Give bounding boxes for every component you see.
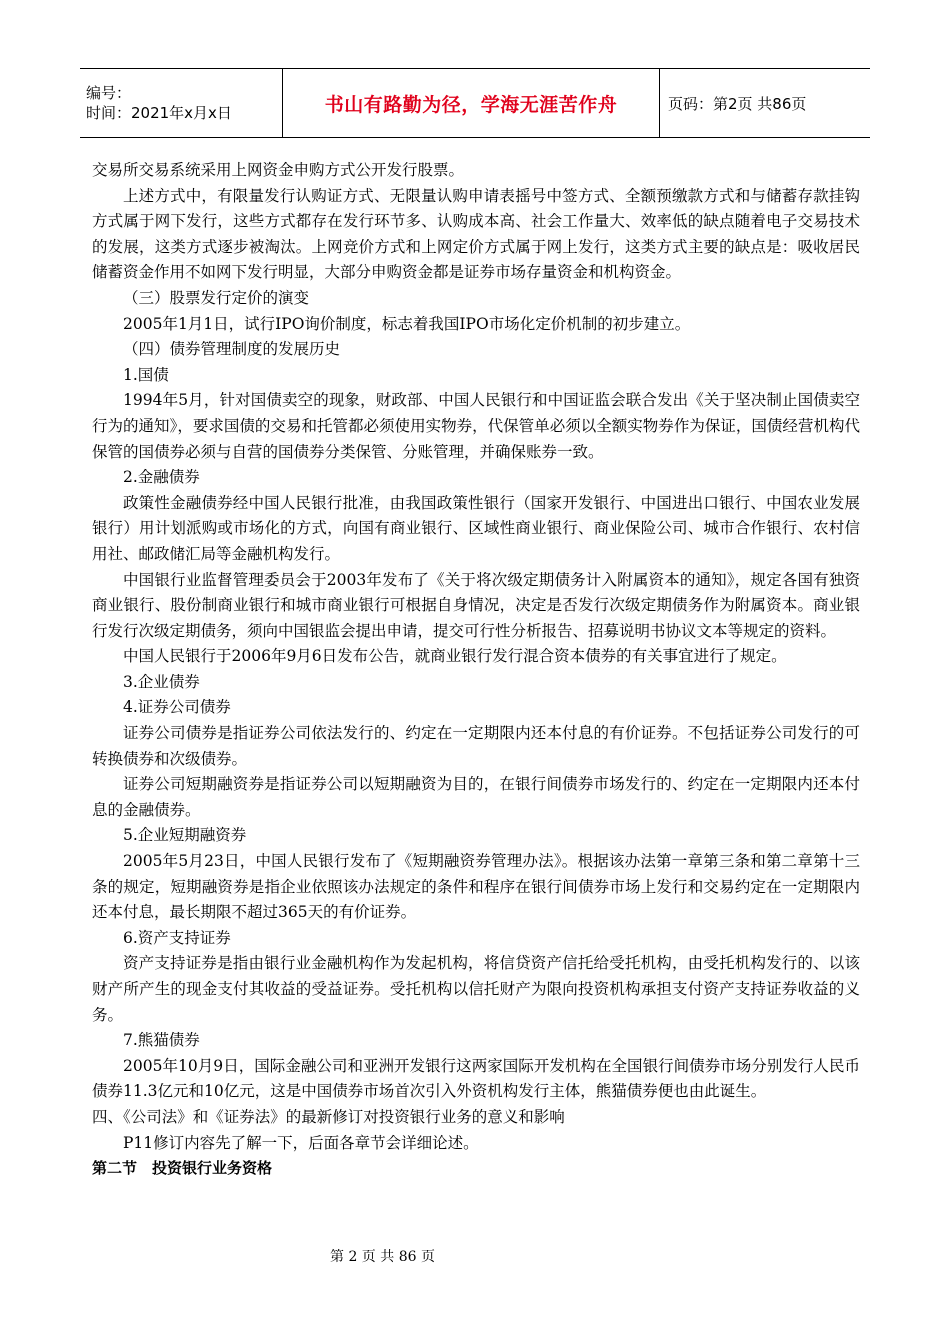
header-motto: 书山有路勤为径，学海无涯苦作舟 [282,69,660,137]
paragraph: 中国银行业监督管理委员会于2003年发布了《关于将次级定期债务计入附属资本的通知》，规定各国有独资商业银行、股份制商业银行和城市商业银行可根据自身情况，决定是否发行次级定期债务作为附属资本。商业银行发行次级定期债务，须向中国银监会提出申请，提交可行性分析报告、招募说明书协议文本等规定的资料。 [92,570,860,640]
chapter-section-title: 第二节 投资银行业务资格 [92,1159,273,1178]
paragraph: 中国人民银行于2006年9月6日发布公告，就商业银行发行混合资本债券的有关事宜进行了规定。 [123,647,787,666]
paragraph: 上述方式中，有限量发行认购证方式、无限量认购申请表摇号中签方式、全额预缴款方式和与储蓄存款挂钩方式属于网下发行，这些方式都存在发行环节多、认购成本高、社会工作量大、效率低的缺点随着电子交易技术的发展，这类方式逐步被淘汰。上网竞价方式和上网定价方式属于网上发行，这类方式主要的缺点是：吸收居民储蓄资金作用不如网下发行明显，大部分申购资金都是证券市场存量资金和机构资金。 [92,186,860,282]
document-number-label: 编号： [86,84,132,102]
document-body [92,158,860,1182]
item-heading: 2.金融债券 [123,468,200,487]
paragraph: 证券公司短期融资券是指证券公司以短期融资为目的，在银行间债券市场发行的、约定在一定期限内还本付息的金融债券。 [92,775,860,819]
item-heading: 1.国债 [123,365,169,384]
subsection-heading: （四）债券管理制度的发展历史 [123,340,341,359]
header-meta [80,69,282,137]
item-heading: 5.企业短期融资券 [123,826,247,845]
item-heading: 4.证券公司债券 [123,698,231,717]
paragraph: 2005年1月1日，试行IPO询价制度，标志着我国IPO市场化定价机制的初步建立。 [123,314,691,333]
paragraph: 政策性金融债券经中国人民银行批准，由我国政策性银行（国家开发银行、中国进出口银行、中国农业发展银行）用计划派购或市场化的方式，向国有商业银行、区域性商业银行、商业保险公司、城市合作银行、农村信用社、邮政储汇局等金融机构发行。 [92,493,860,563]
paragraph: 1994年5月，针对国债卖空的现象，财政部、中国人民银行和中国证监会联合发出《关于坚决制止国债卖空行为的通知》，要求国债的交易和托管都必须使用实物券，代保管单必须以全额实物券作为保证，国债经营机构代保管的国债券必须与自营的国债券分类保管、分账管理，并确保账券一致。 [92,391,860,461]
header-page-info: 页码：第2页 共86页 [668,94,807,113]
page-header [80,68,870,138]
paragraph: P11修订内容先了解一下，后面各章节会详细论述。 [123,1133,479,1152]
paragraph: 证券公司债券是指证券公司依法发行的、约定在一定期限内还本付息的有价证券。不包括证券公司发行的可转换债券和次级债券。 [92,724,860,768]
section-heading: 四、《公司法》和《证券法》的最新修订对投资银行业务的意义和影响 [92,1107,565,1126]
paragraph: 2005年5月23日，中国人民银行发布了《短期融资券管理办法》。根据该办法第一章第三条和第二章第十三条的规定，短期融资券是指企业依照该办法规定的条件和程序在银行间债券市场上发行和交易约定在一定期限内还本付息，最长期限不超过365天的有价证券。 [92,852,860,922]
paragraph: 资产支持证券是指由银行业金融机构作为发起机构，将信贷资产信托给受托机构，由受托机构发行的、以该财产所产生的现金支付其收益的受益证券。受托机构以信托财产为限向投资机构承担支付资产支持证券收益的义务。 [92,954,860,1024]
item-heading: 3.企业债券 [123,672,200,691]
item-heading: 7.熊猫债券 [123,1031,200,1050]
page-footer: 第 2 页 共 86 页 [330,1249,435,1265]
paragraph: 交易所交易系统采用上网资金申购方式公开发行股票。 [92,161,465,179]
document-time-label: 时间：2021年x月x日 [86,104,232,122]
paragraph: 2005年10月9日，国际金融公司和亚洲开发银行这两家国际开发机构在全国银行间债券市场分别发行人民币债券11.3亿元和10亿元，这是中国债券市场首次引入外资机构发行主体，熊猫债券便也由此诞生。 [92,1056,860,1101]
subsection-heading: （三）股票发行定价的演变 [123,288,310,307]
item-heading: 6.资产支持证券 [123,928,231,947]
